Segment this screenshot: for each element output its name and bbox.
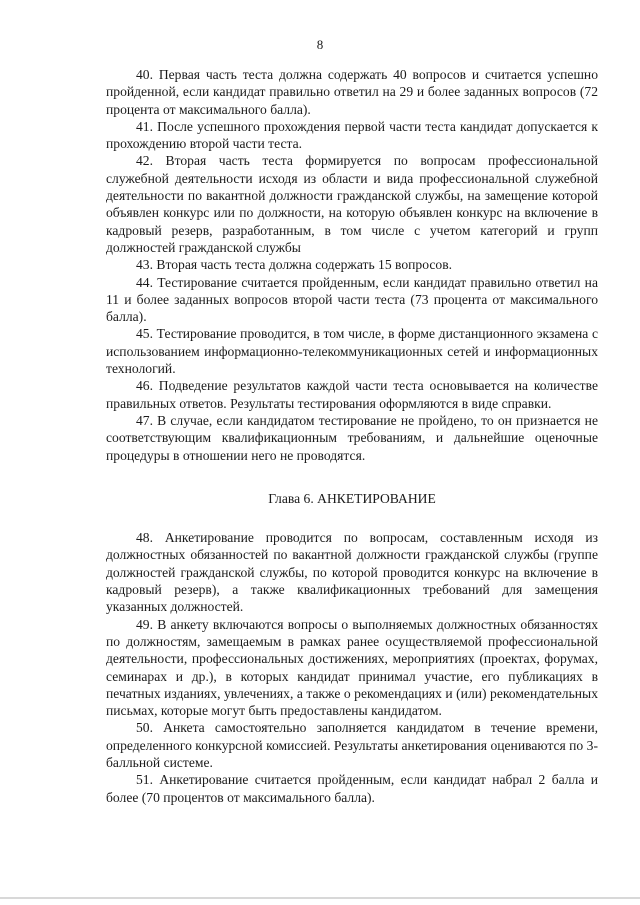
paragraph-41: 41. После успешного прохождения первой части теста кандидат допускается к прохождению второй части теста. [106,118,598,152]
paragraph-50: 50. Анкета самостоятельно заполняется кандидатом в течение времени, определенного конкурсной комиссией. Результаты анкетирования оцениваются по 3-балльной системе. [106,720,598,770]
page-number: 8 [316,37,324,52]
paragraph-49: 49. В анкету включаются вопросы о выполняемых должностных обязанностях по должностям, замещаемым в рамках ранее осуществляемой профессиональной деятельности, профессиональных достижениях, мероприятиях (проектах, форумах, семинарах и др.), в которых кандидат принимал участие, его публикациях в печатных изданиях, увлечениях, а также о рекомендациях и (или) рекомендательных письмах, которые могут быть предоставлены кандидатом. [106,616,598,719]
page-bottom-edge [0,897,640,899]
paragraph-43: 43. Вторая часть теста должна содержать 15 вопросов. [136,257,453,273]
paragraph-42: 42. Вторая часть теста формируется по вопросам профессиональной служебной деятельности исходя из области и вида профессиональной служебной деятельности по вакантной должности гражданской службы, на замещение которой объявлен конкурс или по должности, на которую объявлен конкурс на включение в кадровый резерв, разработанным, в том числе с учетом категорий и групп должностей гражданской службы [106,153,598,255]
paragraph-51: 51. Анкетирование считается пройденным, если кандидат набрал 2 балла и более (70 процентов от максимального балла). [106,772,598,805]
paragraph-44: 44. Тестирование считается пройденным, если кандидат правильно ответил на 11 и более заданных вопросов второй части теста (73 процента от максимального балла). [106,274,598,325]
document-body [106,66,598,806]
chapter-heading: Глава 6. АНКЕТИРОВАНИЕ [268,490,436,506]
paragraph-45: 45. Тестирование проводится, в том числе, в форме дистанционного экзамена с использованием информационно-телекоммуникационных сетей и информационных технологий. [106,326,598,377]
paragraph-47: 47. В случае, если кандидатом тестирование не пройдено, то он признается не соответствующим квалификационным требованиям, и дальнейшие оценочные процедуры в отношении него не проводятся. [106,412,598,463]
paragraph-48: 48. Анкетирование проводится по вопросам, составленным исходя из должностных обязанностей по вакантной должности гражданской службы (группе должностей гражданской службы, по которой проводится конкурс на включение в кадровый резерв), а также квалификационных требований для замещения указанных должностей. [106,530,598,615]
paragraph-46: 46. Подведение результатов каждой части теста основывается на количестве правильных ответов. Результаты тестирования оформляются в виде справки. [106,378,598,411]
paragraph-40: 40. Первая часть теста должна содержать 40 вопросов и считается успешно пройденной, если кандидат правильно ответил на 29 и более заданных вопросов (72 процента от максимального балла). [106,67,598,117]
